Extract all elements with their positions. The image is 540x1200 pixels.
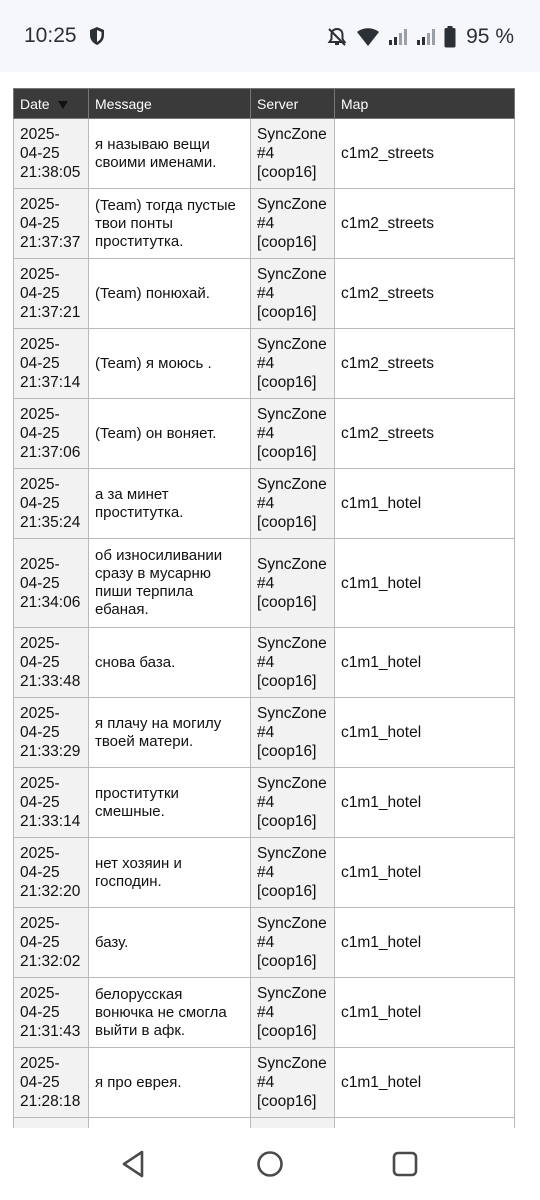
home-icon[interactable]	[254, 1148, 286, 1180]
wifi-icon	[356, 27, 380, 47]
signal-icon	[416, 28, 436, 46]
cell-map: c1m1_hotel	[335, 469, 515, 539]
cell-server: SyncZone #4 [coop16]	[251, 189, 335, 259]
cell-server: SyncZone #4 [coop16]	[251, 978, 335, 1048]
cell-map: c1m1_hotel	[335, 628, 515, 698]
column-header-server[interactable]	[251, 89, 335, 119]
table-row	[14, 768, 515, 838]
cell-server: SyncZone #4 [coop16]	[251, 329, 335, 399]
table-row	[14, 539, 515, 628]
cell-date: 2025-04-25 21:38:05	[14, 119, 89, 189]
cell-map: c1m1_hotel	[335, 838, 515, 908]
chat-log-table	[13, 88, 515, 1188]
cell-date: 2025-04-25 21:34:06	[14, 539, 89, 628]
cell-message: нет хозяин и господин.	[89, 838, 251, 908]
signal-icon	[388, 28, 408, 46]
cell-map: c1m2_streets	[335, 119, 515, 189]
status-icons	[326, 24, 514, 50]
table-row	[14, 189, 515, 259]
cell-server: SyncZone #4 [coop16]	[251, 768, 335, 838]
cell-date: 2025-04-25 21:33:14	[14, 768, 89, 838]
cell-map: c1m2_streets	[335, 329, 515, 399]
cell-server: SyncZone #4 [coop16]	[251, 399, 335, 469]
table-row	[14, 329, 515, 399]
table-row	[14, 259, 515, 329]
cell-map: c1m1_hotel	[335, 768, 515, 838]
cell-map: c1m1_hotel	[335, 539, 515, 628]
column-header-map-label: Map	[341, 95, 369, 112]
cell-date: 2025-04-25 21:33:48	[14, 628, 89, 698]
cell-date: 2025-04-25 21:28:18	[14, 1048, 89, 1118]
cell-message: об износиливании сразу в мусарню пиши терпила ебаная.	[89, 539, 251, 628]
cell-date: 2025-04-25 21:37:37	[14, 189, 89, 259]
cell-map: c1m2_streets	[335, 399, 515, 469]
back-icon[interactable]	[118, 1148, 150, 1180]
cell-date: 2025-04-25 21:32:20	[14, 838, 89, 908]
cell-server: SyncZone #4 [coop16]	[251, 259, 335, 329]
mute-icon	[326, 26, 348, 48]
cell-message: я плачу на могилу твоей матери.	[89, 698, 251, 768]
cell-map: c1m1_hotel	[335, 698, 515, 768]
table-row	[14, 628, 515, 698]
cell-server: SyncZone #4 [coop16]	[251, 838, 335, 908]
table-row	[14, 698, 515, 768]
shield-icon	[88, 26, 106, 46]
navigation-bar	[0, 1128, 540, 1200]
cell-server: SyncZone #4 [coop16]	[251, 628, 335, 698]
cell-message: базу.	[89, 908, 251, 978]
table-row	[14, 978, 515, 1048]
cell-server: SyncZone #4 [coop16]	[251, 469, 335, 539]
battery-level: 95 %	[466, 25, 514, 48]
page-content	[0, 72, 540, 1128]
table-row	[14, 119, 515, 189]
cell-date: 2025-04-25 21:33:29	[14, 698, 89, 768]
cell-message: (Team) тогда пустые твои понты проститутка.	[89, 189, 251, 259]
cell-server: SyncZone #4 [coop16]	[251, 119, 335, 189]
cell-date: 2025-04-25 21:35:24	[14, 469, 89, 539]
cell-map: c1m1_hotel	[335, 978, 515, 1048]
table-row	[14, 1048, 515, 1118]
column-header-map[interactable]	[335, 89, 515, 119]
cell-map: c1m1_hotel	[335, 908, 515, 978]
table-header-row	[14, 89, 515, 119]
recents-icon[interactable]	[389, 1148, 421, 1180]
cell-message: проститутки смешные.	[89, 768, 251, 838]
cell-date: 2025-04-25 21:37:06	[14, 399, 89, 469]
column-header-message-label: Message	[95, 95, 152, 112]
cell-date: 2025-04-25 21:32:02	[14, 908, 89, 978]
table-row	[14, 399, 515, 469]
status-time: 10:25	[24, 24, 77, 47]
cell-message: а за минет проститутка.	[89, 469, 251, 539]
table-row	[14, 838, 515, 908]
cell-message: белорусская вонючка не смогла выйти в афк.	[89, 978, 251, 1048]
cell-map: c1m2_streets	[335, 259, 515, 329]
battery-icon	[444, 26, 456, 48]
cell-message: (Team) я моюсь .	[89, 329, 251, 399]
cell-server: SyncZone #4 [coop16]	[251, 698, 335, 768]
cell-server: SyncZone #4 [coop16]	[251, 539, 335, 628]
cell-message: я называю вещи своими именами.	[89, 119, 251, 189]
cell-date: 2025-04-25 21:37:21	[14, 259, 89, 329]
cell-date: 2025-04-25 21:31:43	[14, 978, 89, 1048]
column-header-message[interactable]	[89, 89, 251, 119]
table-row	[14, 469, 515, 539]
cell-map: c1m1_hotel	[335, 1048, 515, 1118]
table-row	[14, 908, 515, 978]
cell-map: c1m2_streets	[335, 189, 515, 259]
cell-server: SyncZone #4 [coop16]	[251, 1048, 335, 1118]
cell-server: SyncZone #4 [coop16]	[251, 908, 335, 978]
cell-message: (Team) он воняет.	[89, 399, 251, 469]
column-header-server-label: Server	[257, 95, 299, 112]
sort-desc-icon	[58, 101, 68, 109]
cell-date: 2025-04-25 21:37:14	[14, 329, 89, 399]
cell-message: я про еврея.	[89, 1048, 251, 1118]
cell-message: (Team) понюхай.	[89, 259, 251, 329]
cell-message: снова база.	[89, 628, 251, 698]
status-bar	[0, 0, 540, 72]
column-header-date[interactable]	[14, 89, 89, 119]
column-header-date-label: Date	[20, 95, 50, 112]
